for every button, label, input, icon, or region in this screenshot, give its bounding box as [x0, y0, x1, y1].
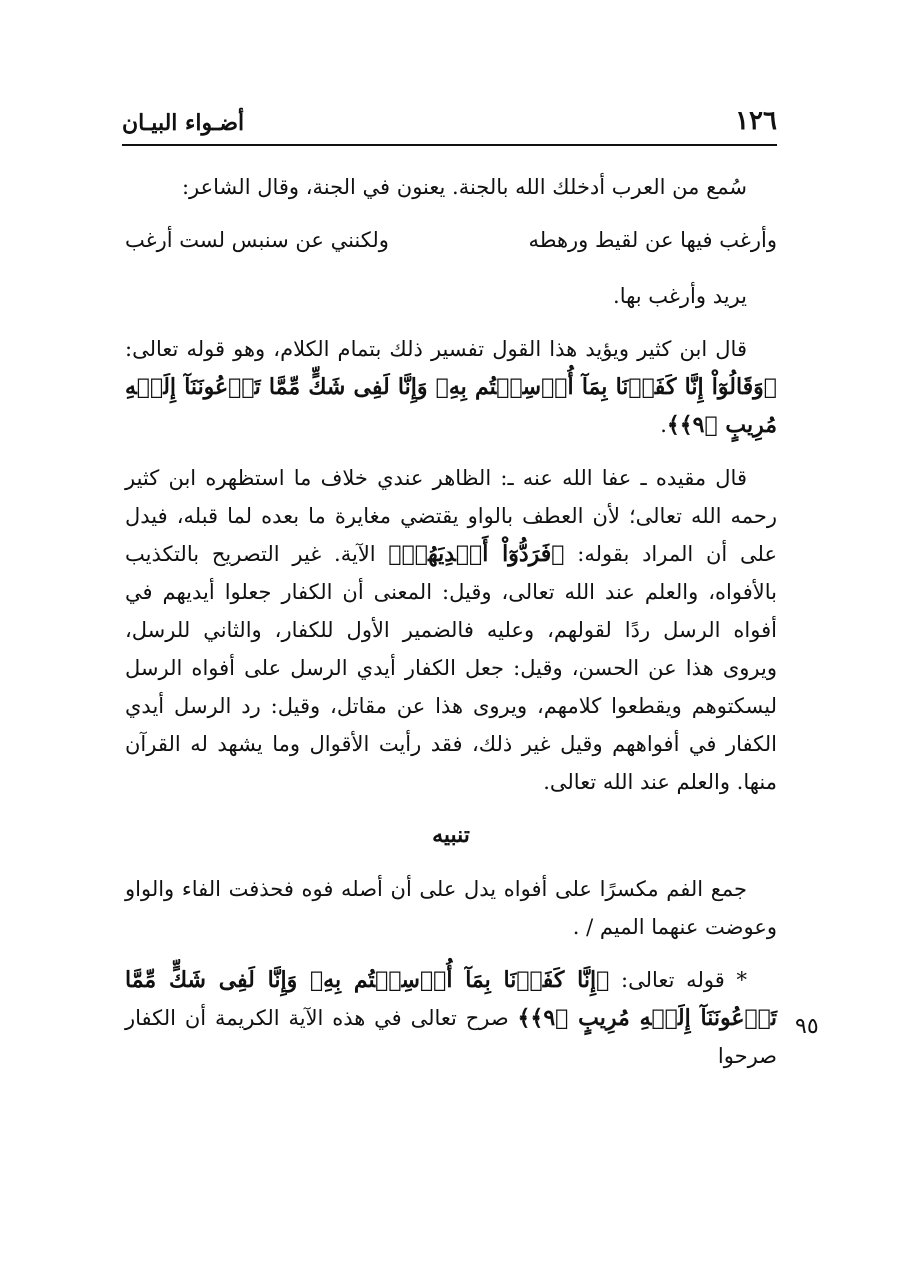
- paragraph-4: [125, 459, 777, 801]
- paragraph-2: يريد وأرغب بها.: [613, 284, 747, 308]
- paragraph-3-text: قال ابن كثير ويؤيد هذا القول تفسير ذلك بتمام الكلام، وهو قوله تعالى:: [125, 337, 747, 361]
- paragraph-4-rest: الآية. غير التصريح بالتكذيب بالأفواه، والعلم عند الله تعالى، وقيل: المعنى أن الكفار جعلوا أيديهم في أفواه الرسل ردًا لقولهم، وعليه فالضمير الأول للكفار، والثاني للرسل، ويروى هذا عن الحسن، وقيل: جعل الكفار أيدي الرسل على أفواه الرسل ليسكتوهم ويقطعوا كلامهم، ويروى هذا عن مقاتل، وقيل: رد الرسل أيدي الكفار في أفواههم وقيل غير ذلك، فقد رأيت الأقوال وما يشهد له القرآن منها. والعلم عند الله تعالى.: [125, 542, 777, 794]
- page-number: ١٢٦: [735, 106, 777, 136]
- paragraph-6-rest: صرح تعالى في هذه الآية الكريمة أن الكفار صرحوا: [125, 1006, 777, 1068]
- margin-number: ٩٥: [795, 1014, 819, 1039]
- paragraph-3: [125, 330, 777, 444]
- section-heading: تنبيه: [432, 822, 470, 848]
- verse-hemistich-second: ولكنني عن سنبس لست أرغب: [125, 228, 389, 252]
- paragraph-5: جمع الفم مكسرًا على أفواه يدل على أن أصله فوه فحذفت الفاء والواو وعوضت عنهما الميم / .: [125, 877, 777, 939]
- book-title: أضـواء البيـان: [122, 110, 245, 136]
- paragraph-6: [125, 961, 777, 1075]
- poetry-verse: [125, 221, 777, 259]
- page-header: [122, 104, 777, 146]
- verse-hemistich-first: وأرغب فيها عن لقيط ورهطه: [528, 228, 777, 252]
- paragraph-3-end: .: [660, 413, 667, 437]
- quran-verse-1: ﴿وَقَالُوٓاْ إِنَّا كَفَرۡنَا بِمَآ أُرۡسِلۡتُم بِهِۦ وَإِنَّا لَفِى شَكٍّ مِّمَّا تَدۡعُونَنَآ إِلَيۡهِ مُرِيبٍ ﴿٩﴾﴾: [125, 374, 777, 438]
- quran-verse-2: ﴿فَرَدُّوٓاْ أَيۡدِيَهُمۡ﴾: [388, 541, 565, 567]
- page-body: [125, 168, 777, 1090]
- paragraph-1: سُمع من العرب أدخلك الله بالجنة. يعنون في الجنة، وقال الشاعر:: [181, 175, 747, 199]
- paragraph-6-text: * قوله تعالى:: [609, 968, 748, 992]
- paragraph-4-text: قال مقيده ـ عفا الله عنه ـ: الظاهر عندي خلاف ما استظهره ابن كثير رحمه الله تعالى؛ لأن العطف بالواو يقتضي مغايرة ما بعده لما قبله، فيدل على أن المراد بقوله:: [125, 466, 777, 566]
- quran-verse-3: ﴿إِنَّا كَفَرۡنَا بِمَآ أُرۡسِلۡتُم بِهِۦ وَإِنَّا لَفِى شَكٍّ مِّمَّا تَدۡعُونَنَآ إِلَيۡهِ مُرِيبٍ ﴿٩﴾﴾: [125, 967, 777, 1031]
